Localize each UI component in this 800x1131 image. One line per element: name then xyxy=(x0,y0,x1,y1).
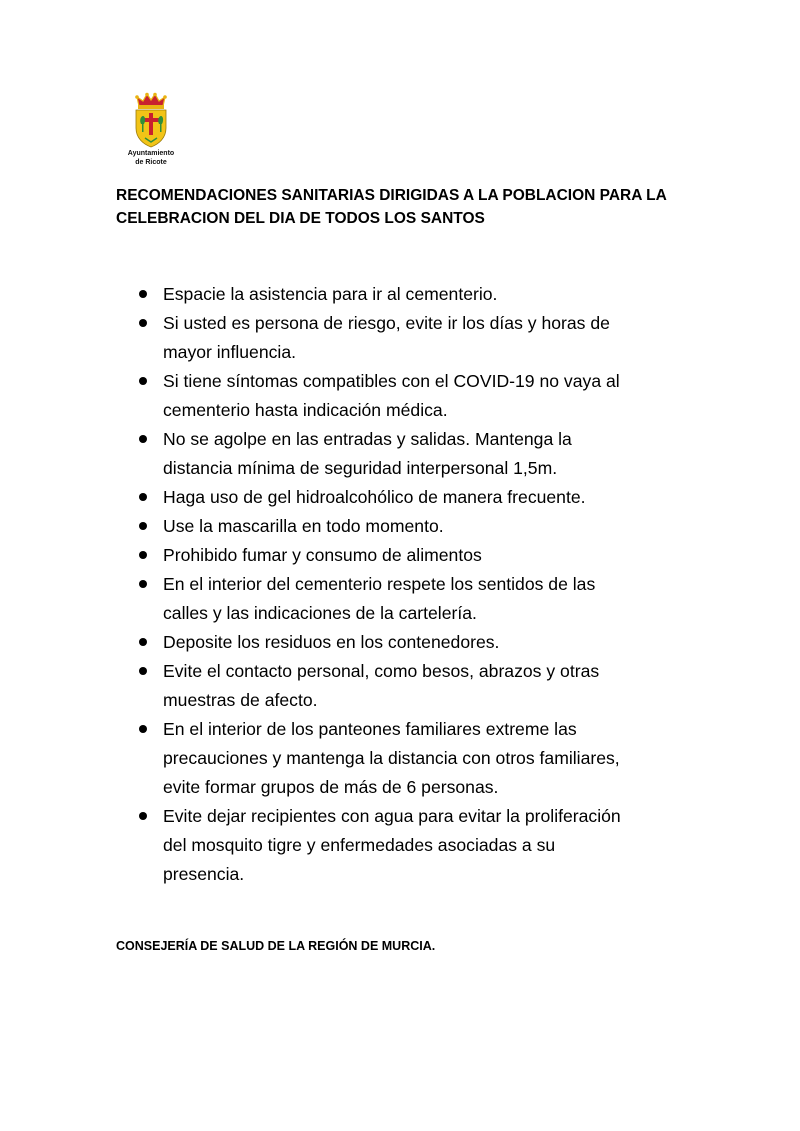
recommendation-text: Evite el contacto personal, como besos, abrazos y otras muestras de afecto. xyxy=(163,661,600,710)
list-item xyxy=(137,425,697,483)
bullet-icon xyxy=(139,551,147,559)
list-item xyxy=(137,483,697,512)
recommendation-text: Espacie la asistencia para ir al cementerio. xyxy=(163,284,498,304)
bullet-icon xyxy=(139,580,147,588)
recommendation-text: Prohibido fumar y consumo de alimentos xyxy=(163,545,482,565)
list-item xyxy=(137,628,697,657)
recommendation-text: No se agolpe en las entradas y salidas. Mantenga la distancia mínima de seguridad interpersonal 1,5m. xyxy=(163,429,572,478)
list-item xyxy=(137,802,697,889)
recommendation-text: Deposite los residuos en los contenedores. xyxy=(163,632,500,652)
bullet-icon xyxy=(139,319,147,327)
list-item xyxy=(137,541,697,570)
title-line-1: RECOMENDACIONES SANITARIAS DIRIGIDAS A LA POBLACION PARA LA xyxy=(116,187,667,204)
recommendation-text: Si tiene síntomas compatibles con el COVID-19 no vaya al cementerio hasta indicación médica. xyxy=(163,371,620,420)
recommendation-text: Si usted es persona de riesgo, evite ir los días y horas de mayor influencia. xyxy=(163,313,610,362)
logo-line-1: Ayuntamiento xyxy=(127,150,175,157)
recommendation-text: Haga uso de gel hidroalcohólico de manera frecuente. xyxy=(163,487,586,507)
document-title xyxy=(116,184,696,230)
coat-of-arms-icon xyxy=(131,92,171,148)
issuer-signature: CONSEJERÍA DE SALUD DE LA REGIÓN DE MURCIA. xyxy=(116,939,436,953)
bullet-icon xyxy=(139,725,147,733)
list-item xyxy=(137,367,697,425)
bullet-icon xyxy=(139,638,147,646)
bullet-icon xyxy=(139,377,147,385)
recommendation-text: Use la mascarilla en todo momento. xyxy=(163,516,444,536)
bullet-icon xyxy=(139,493,147,501)
bullet-icon xyxy=(139,667,147,675)
recommendation-text: En el interior del cementerio respete los sentidos de las calles y las indicaciones de la cartelería. xyxy=(163,574,596,623)
list-item xyxy=(137,280,697,309)
bullet-icon xyxy=(139,435,147,443)
bullet-icon xyxy=(139,812,147,820)
recommendation-text: En el interior de los panteones familiares extreme las precauciones y mantenga la distancia con otros familiares, evite formar grupos de más de 6 personas. xyxy=(163,719,620,797)
recommendations-list xyxy=(137,280,697,889)
bullet-icon xyxy=(139,522,147,530)
municipal-logo xyxy=(116,92,186,172)
list-item xyxy=(137,512,697,541)
list-item xyxy=(137,657,697,715)
list-item xyxy=(137,309,697,367)
logo-line-2: de Ricote xyxy=(135,159,167,166)
list-item xyxy=(137,570,697,628)
recommendation-text: Evite dejar recipientes con agua para evitar la proliferación del mosquito tigre y enfermedades asociadas a su presencia. xyxy=(163,806,621,884)
bullet-icon xyxy=(139,290,147,298)
list-item xyxy=(137,715,697,802)
title-line-2: CELEBRACION DEL DIA DE TODOS LOS SANTOS xyxy=(116,210,485,227)
